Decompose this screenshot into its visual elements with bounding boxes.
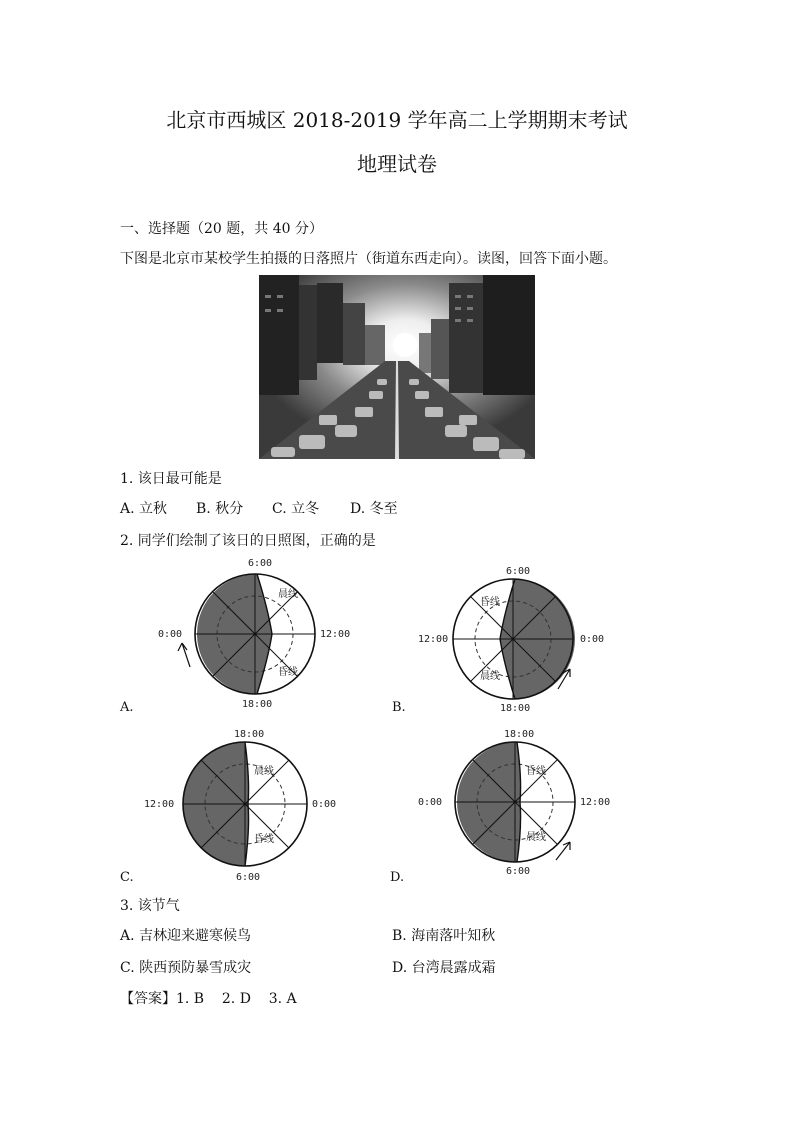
diagram-label-c: C. <box>120 870 134 885</box>
diagram-label-b: B. <box>392 700 406 715</box>
arc-label-lower-b: 晨线 <box>480 671 500 682</box>
tick-top-d: 18:00 <box>504 729 535 740</box>
question-2-stem: 2. 同学们绘制了该日的日照图，正确的是 <box>120 533 376 549</box>
page-subtitle: 地理试卷 <box>357 152 437 176</box>
question-3-option-c: C. 陕西预防暴雪成灾 <box>120 960 252 976</box>
tick-top-c: 18:00 <box>234 729 265 740</box>
tick-right-c: 0:00 <box>312 799 337 810</box>
arc-label-lower-a: 昏线 <box>278 667 298 678</box>
diagram-label-a: A. <box>120 700 134 715</box>
section-heading: 一、选择题（20 题，共 40 分） <box>120 221 323 237</box>
arc-label-lower-d: 晨线 <box>526 832 546 843</box>
tick-right-d: 12:00 <box>580 797 611 808</box>
tick-bottom-a: 18:00 <box>242 699 273 710</box>
answer-text: 1. B 2. D 3. A <box>176 991 297 1007</box>
question-1-option-a: A. 立秋 <box>120 501 168 517</box>
question-intro: 下图是北京市某校学生拍摄的日落照片（街道东西走向）。读图，回答下面小题。 <box>120 251 617 267</box>
sunlight-diagram-d <box>410 728 620 878</box>
sunset-street-photo <box>259 275 535 459</box>
question-3-option-a: A. 吉林迎来避寒候鸟 <box>120 928 252 944</box>
sunlight-diagram-a <box>150 555 360 710</box>
tick-left-b: 12:00 <box>418 634 449 645</box>
tick-left-c: 12:00 <box>144 799 175 810</box>
tick-left-d: 0:00 <box>418 797 443 808</box>
tick-left-a: 0:00 <box>158 629 183 640</box>
sunlight-diagram-c <box>140 728 350 883</box>
arc-label-lower-c: 昏线 <box>254 834 274 845</box>
diagram-label-d: D. <box>390 870 405 885</box>
question-3-option-b: B. 海南落叶知秋 <box>392 928 496 944</box>
question-1-option-c: C. 立冬 <box>272 501 320 517</box>
tick-right-b: 0:00 <box>580 634 605 645</box>
rotation-arrow-icon <box>178 643 190 667</box>
tick-top-b: 6:00 <box>506 566 531 577</box>
question-3-option-d: D. 台湾晨露成霜 <box>392 960 496 976</box>
tick-right-a: 12:00 <box>320 629 351 640</box>
tick-bottom-c: 6:00 <box>236 872 261 883</box>
question-1-option-b: B. 秋分 <box>196 501 244 517</box>
arc-label-upper-a: 晨线 <box>278 589 298 600</box>
question-1-stem: 1. 该日最可能是 <box>120 471 222 487</box>
sunlight-diagram-b <box>412 565 622 715</box>
arc-label-upper-d: 昏线 <box>526 766 546 777</box>
question-1-option-d: D. 冬至 <box>350 501 398 517</box>
tick-top-a: 6:00 <box>248 558 273 569</box>
answer-line <box>120 988 297 1008</box>
page-title: 北京市西城区 2018-2019 学年高二上学期期末考试 <box>166 108 628 132</box>
answer-label: 【答案】 <box>120 991 176 1007</box>
question-3-stem: 3. 该节气 <box>120 898 180 914</box>
arc-label-upper-c: 晨线 <box>254 766 274 777</box>
tick-bottom-d: 6:00 <box>506 866 531 877</box>
tick-bottom-b: 18:00 <box>500 703 531 714</box>
arc-label-upper-b: 昏线 <box>480 597 500 608</box>
